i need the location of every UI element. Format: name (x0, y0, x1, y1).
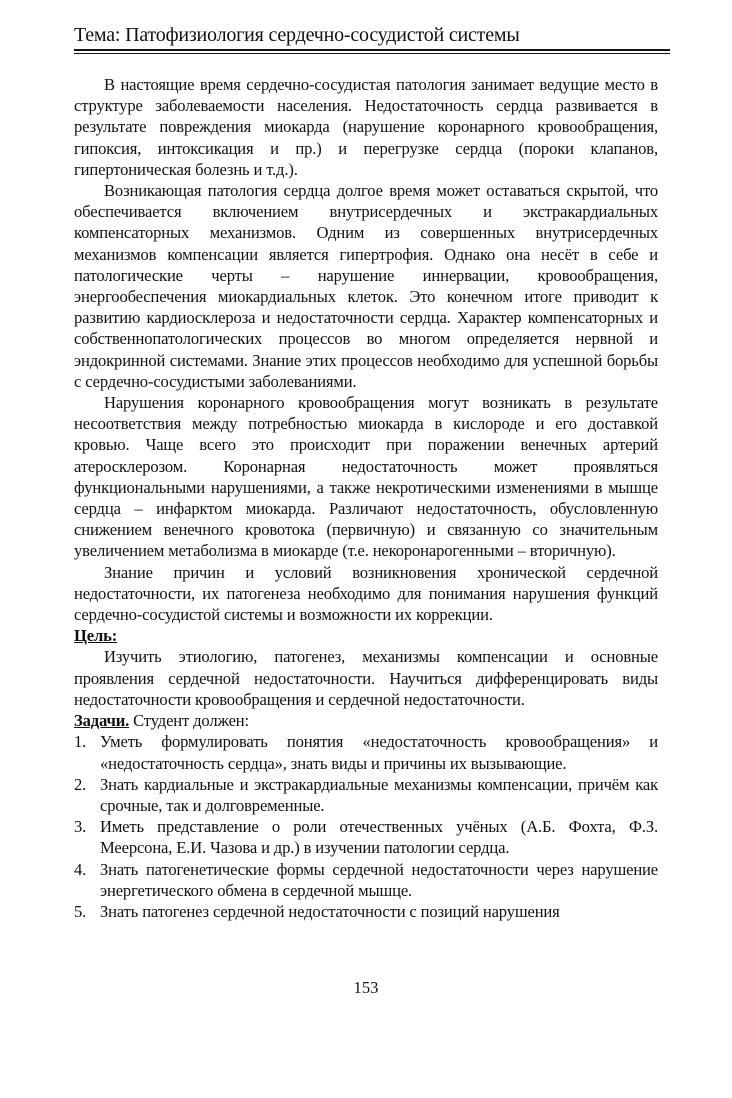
paragraph-2: Возникающая патология сердца долгое время может оставаться скрытой, что обеспечивается включением внутрисердечных и экстракардиальных компенсаторных механизмов. Одним из совершенных внутрисердечных механизмов компенсации является гипертрофия. Однако она несёт в себе и патологические черты – нарушение иннервации, кровообращения, энергообеспечения миокардиальных клеток. Это конечном итоге приводит к развитию кардиосклероза и недостаточности сердца. Характер компенсаторных и собственнопатологических процессов во многом определяется нервной и эндокринной системами. Знание этих процессов необходимо для успешной борьбы с сердечно-сосудистыми заболеваниями. (74, 181, 658, 391)
list-item-number: 1. (74, 732, 87, 752)
list-item (74, 859, 658, 901)
list-item-text: Знать кардиальные и экстракардиальные механизмы компенсации, причём как срочные, так и долговременные. (100, 774, 658, 815)
goal-text: Изучить этиологию, патогенез, механизмы компенсации и основные проявления сердечной недостаточности. Научиться дифференцировать виды недостаточности кровообращения и сердечной недостаточности. (74, 647, 658, 709)
list-item (74, 731, 658, 773)
list-item-number: 3. (74, 817, 87, 837)
list-item-text: Уметь формулировать понятия «недостаточность кровообращения» и «недостаточность сердца», знать виды и причины их вызывающие. (100, 732, 658, 773)
list-item-text: Знать патогенез сердечной недостаточности с позиций нарушения (100, 901, 560, 921)
goal-heading: Цель: (74, 626, 118, 646)
header-rule (74, 49, 670, 51)
list-item (74, 774, 658, 816)
tasks-list (74, 731, 658, 922)
page-header-title: Тема: Патофизиология сердечно-сосудистой системы (74, 24, 520, 46)
list-item-text: Иметь представление о роли отечественных учёных (А.Б. Фохта, Ф.З. Меерсона, Е.И. Чазова и др.) в изучении патологии сердца. (100, 817, 658, 858)
paragraph-1: В настоящие время сердечно-сосудистая патология занимает ведущие место в структуре заболеваемости населения. Недостаточность сердца развивается в результате повреждения миокарда (нарушение коронарного кровообращения, гипоксия, интоксикация и пр.) и перегрузке сердца (пороки клапанов, гипертоническая болезнь и т.д.). (74, 75, 658, 179)
list-item-number: 2. (74, 774, 87, 794)
tasks-heading: Задачи. (74, 711, 130, 731)
page-number: 153 (353, 978, 379, 997)
document-body (74, 74, 658, 922)
list-item-text: Знать патогенетические формы сердечной недостаточности через нарушение энергетического обмена в сердечной мышце. (100, 859, 658, 900)
paragraph-4: Знание причин и условий возникновения хронической сердечной недостаточности, их патогенеза необходимо для понимания нарушения функций сердечно-сосудистой системы и возможности их коррекции. (74, 562, 658, 625)
tasks-intro-text: Студент должен: (129, 711, 249, 731)
list-item (74, 901, 658, 922)
header-rule-thin (74, 53, 670, 54)
tasks-intro (74, 710, 658, 731)
list-item (74, 816, 658, 858)
paragraph-3: Нарушения коронарного кровообращения могут возникать в результате несоответствия между потребностью миокарда в кислороде и его доставкой кровью. Чаще всего это происходит при поражении венечных артерий атеросклерозом. Коронарная недостаточность может проявляться функциональными нарушениями, а также некротическими изменениями в мышце сердца – инфарктом миокарда. Различают недостаточность, обусловленную снижением венечного кровотока (первичную) и связанную со значительным увеличением метаболизма в миокарде (т.е. некоронарогенными – вторичную). (74, 393, 658, 561)
list-item-number: 5. (74, 901, 87, 921)
list-item-number: 4. (74, 859, 87, 879)
